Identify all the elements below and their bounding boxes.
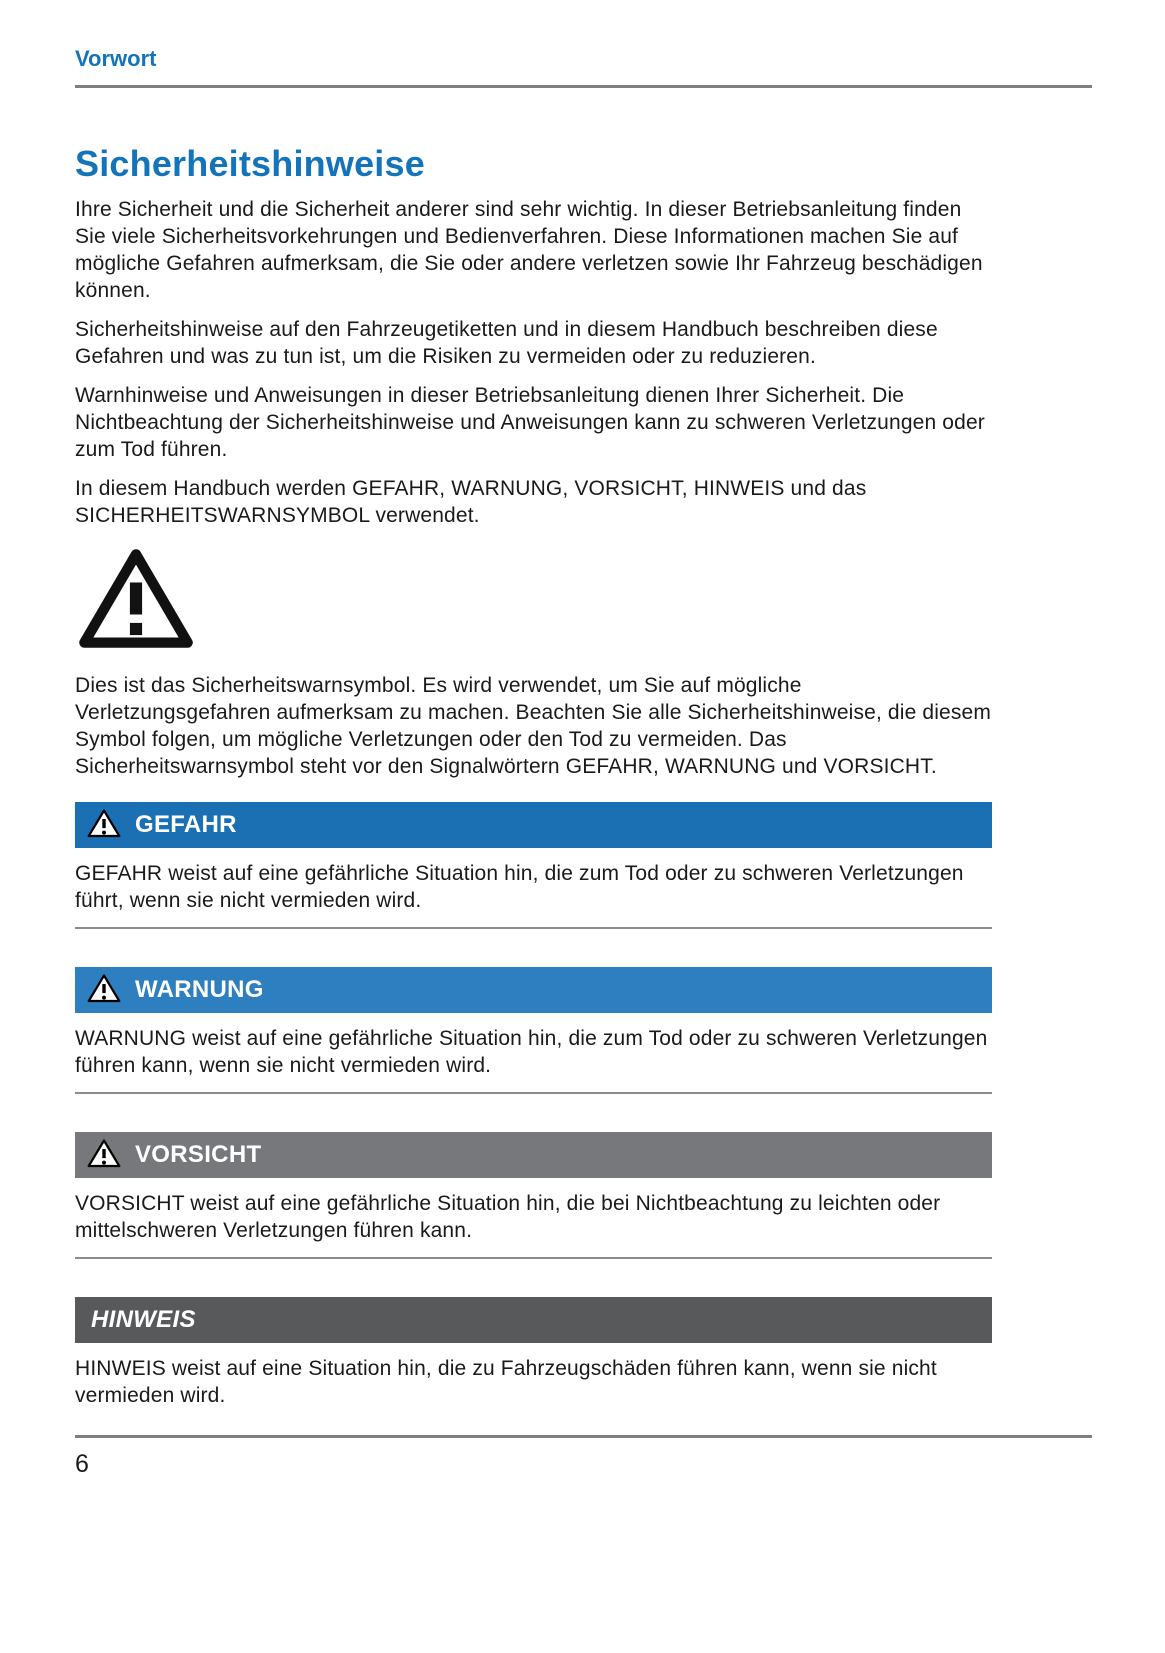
notice-body: HINWEIS weist auf eine Situation hin, die zu Fahrzeugschäden führen kann, wenn sie nicht vermieden wird. (75, 1357, 937, 1407)
notice-gefahr (75, 802, 992, 929)
header-divider (75, 85, 1092, 88)
warning-triangle-icon (87, 808, 121, 843)
intro-paragraph: Warnhinweise und Anweisungen in dieser Betriebsanleitung dienen Ihrer Sicherheit. Die Nichtbeachtung der Sicherheitshinweise und Anweisungen kann zu schweren Verletzungen oder zum Tod führen. (75, 384, 985, 461)
intro-paragraph: Sicherheitshinweise auf den Fahrzeugetiketten und in diesem Handbuch beschreiben diese Gefahren und was zu tun ist, um die Risiken zu vermeiden oder zu reduzieren. (75, 318, 938, 368)
chapter-header: Vorwort (75, 46, 157, 71)
footer-divider (75, 1435, 1092, 1438)
page-title: Sicherheitshinweise (75, 143, 425, 184)
intro-paragraph: Ihre Sicherheit und die Sicherheit anderer sind sehr wichtig. In dieser Betriebsanleitung finden Sie viele Sicherheitsvorkehrungen und Bedienverfahren. Diese Informationen machen Sie auf mögliche Gefahren aufmerksam, die Sie oder andere verletzen sowie Ihr Fahrzeug beschädigen können. (75, 198, 983, 302)
hinweis-banner (75, 1297, 992, 1343)
notice-vorsicht (75, 1132, 992, 1259)
warnung-banner (75, 967, 992, 1013)
notice-hinweis (75, 1297, 992, 1409)
notice-warnung (75, 967, 992, 1094)
notice-body: WARNUNG weist auf eine gefährliche Situation hin, die zum Tod oder zu schweren Verletzungen führen kann, wenn sie nicht vermieden wird. (75, 1027, 988, 1077)
divider (75, 1257, 992, 1259)
divider (75, 927, 992, 929)
notice-body: VORSICHT weist auf eine gefährliche Situation hin, die bei Nichtbeachtung zu leichten oder mittelschweren Verletzungen führen kann. (75, 1192, 941, 1242)
page-number: 6 (75, 1450, 89, 1478)
intro-paragraph: In diesem Handbuch werden GEFAHR, WARNUNG, VORSICHT, HINWEIS und das SICHERHEITSWARNSYMBOL verwendet. (75, 477, 867, 527)
notice-label: WARNUNG (135, 976, 264, 1003)
notice-label: GEFAHR (135, 811, 237, 838)
symbol-description: Dies ist das Sicherheitswarnsymbol. Es wird verwendet, um Sie auf mögliche Verletzungsgefahren aufmerksam zu machen. Beachten Sie alle Sicherheitshinweise, die diesem Symbol folgen, um mögliche Verletzungen oder den Tod zu vermeiden. Das Sicherheitswarnsymbol steht vor den Signalwörtern GEFAHR, WARNUNG und VORSICHT. (75, 674, 991, 778)
divider (75, 1092, 992, 1094)
notice-label: VORSICHT (135, 1141, 262, 1168)
notice-label: HINWEIS (91, 1306, 196, 1333)
warning-triangle-icon (87, 1138, 121, 1173)
vorsicht-banner (75, 1132, 992, 1178)
safety-alert-icon (75, 545, 992, 652)
gefahr-banner (75, 802, 992, 848)
warning-triangle-icon (87, 973, 121, 1008)
notice-body: GEFAHR weist auf eine gefährliche Situation hin, die zum Tod oder zu schweren Verletzungen führt, wenn sie nicht vermieden wird. (75, 862, 964, 912)
